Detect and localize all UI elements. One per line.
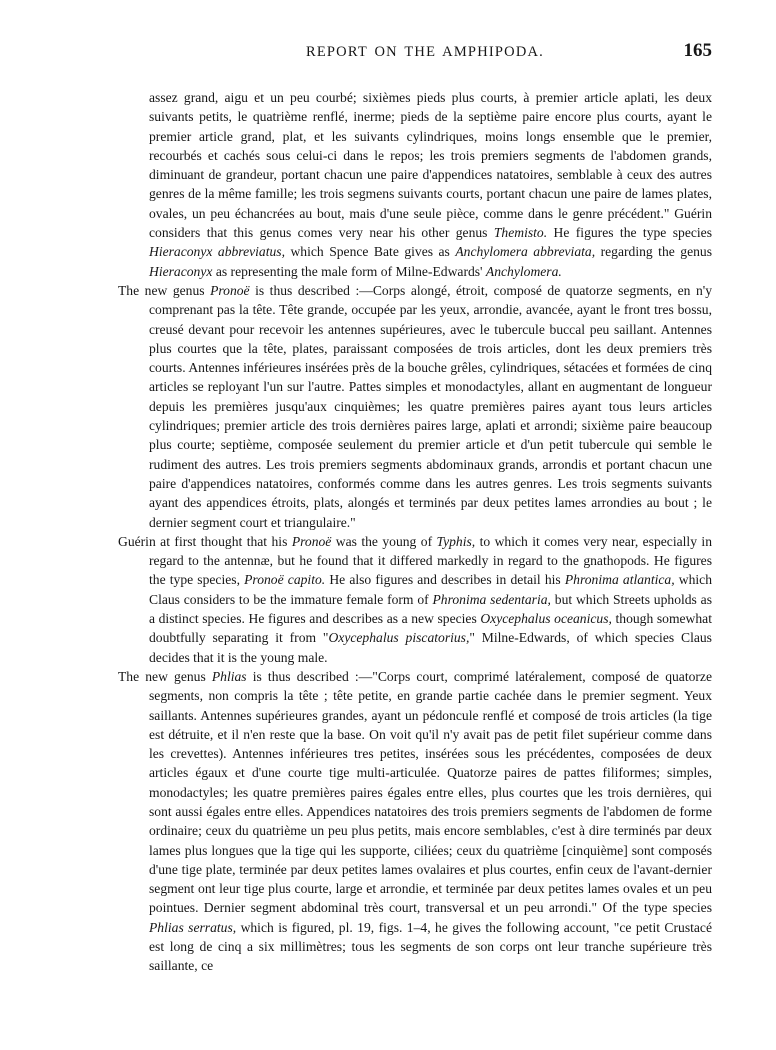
body-text [118,88,712,976]
taxon-name: Pronoë capito. [244,572,326,588]
text-run: The new genus [118,668,212,684]
text-run: is thus described :—"Corps court, comprimé latéralement, composé de quatorze segments, non compris la tête ; tête petite, en grande partie cachée dans le premier segment. Yeux saillants. Antennes supérieures grandes, ayant un pédoncule renflé et composé de trois articles (la tige est détruite, et il n'en reste que la base. On voit qu'il n'y avait pas de petit filet supérieur comme dans les crevettes). Antennes inférieures tres petites, insérées sous les précédentes, composées de deux articles égaux et d'une courte tige multi-articulée. Quatorze paires de pattes filiformes; simples, monodactyles; les quatre premières paires égales entre elles, plus courtes que les trois dernières, qui sont aussi égales entre elles. Appendices natatoires des trois premiers segments de l'abdomen de forme ordinaire; ceux du quatrième un peu plus petits, mais encore semblables, c'est à dire terminés par deux lames plus longues que la tige qui les supporte, ciliées; ceux du quatrième [cinquième] sont composés d'une tige plate, terminée par deux petites lames ovalaires et plus courtes, enfin ceux de l'avant-dernier segment ont leur tige plus courte, large et arrondie, et terminée par deux petites lames ovales et un peu pointues. Dernier segment abdominal très court, transversal et un peu arrondi." Of the type species [149,668,712,916]
text-run: assez grand, aigu et un peu courbé; sixièmes pieds plus courts, à premier article aplati, les deux suivants petits, le quatrième renflé, inerme; pieds de la septième paire encore plus courts, ayant le premier article grand, plat, et les suivants cylindriques, moins longs ensemble que le premier, recourbés et cachés sous celui-ci dans le repos; les trois premiers segments de l'abdomen grands, diminuant de grandeur, portant chacun une paire d'appendices natatoires, semblable à ceux des autres genres de la même famille; les trois segmens suivants courts, portant chacun une paire de lames plates, ovales, un peu échancrées au bout, mais d'une seule pièce, comme dans le genre précédent." Guérin considers that this genus comes very near his other genus [149,90,712,241]
taxon-name: Phlias serratus, [149,919,237,935]
taxon-name: Oxycephalus piscatorius, [328,630,470,646]
page-number: 165 [683,40,712,61]
text-run: He figures the type species [547,225,712,241]
taxon-name: Pronoë [291,533,332,549]
text-run: though somewhat doubtfully separating it from " [149,611,712,646]
taxon-name: Themisto. [493,225,548,241]
taxon-name: Hieraconyx [149,263,213,279]
text-run: is thus described :—Corps alongé, étroit, composé de quatorze segments, en n'y comprenant pas la tête. Tête grande, occupée par les yeux, arrondie, avancée, ayant le front tres bossu, creusé devant pour recevoir les antennes supérieures, avec le tubercule buccal peu saillant. Antennes plus courtes que la tête, plates, paraissant composées de trois articles, dont les deux premiers très courts. Antennes inférieures insérées près de la bouche grêles, cylindriques, sétacées et formées de cinq articles se reployant l'un sur l'autre. Pattes simples et monodactyles, allant en augmentant de longueur depuis les premières jusqu'aux cinquièmes; les quatre premières paires ayant tous leurs articles cylindriques; premier article des trois dernières paires large, aplati et arrondi; sixième paire beaucoup plus courte; septième, composée seulement du premier article et d'un petit tubercule qui semble le rudiment des autres. Les trois premiers segments abdominaux grands, arrondis et portant chacun une paire d'appendices natatoires, conformés comme dans les autres genres. Les trois segments suivants ayant des appendices étroits, plats, alongés et terminés par deux petites lames arrondies au bout ; le dernier segment court et triangulaire." [149,282,712,530]
text-run: was the young of [331,533,437,549]
taxon-name: Anchylomera abbreviata, [455,244,596,260]
text-run: which is figured, pl. 19, figs. 1–4, he gives the following account, "ce petit Crustacé est long de cinq a six millimètres; tous les segments de son corps ont leur tranche supérieure très saillante, ce [149,919,712,974]
paragraph-4 [118,667,712,976]
taxon-name: Oxycephalus oceanicus, [480,611,612,627]
text-run: but which Streets upholds as a distinct species. He figures and describes as a new species [149,591,712,627]
paragraph-3 [118,532,712,667]
text-run: He also figures and describes in detail his [325,572,565,588]
text-run: to which it comes very near, especially in regard to the antennæ, but he found that it differed markedly in regard to the gnathopods. He figures the type species, [149,533,712,588]
text-run: as representing the male form of Milne-Edwards' [212,263,486,279]
text-run: which Spence Bate gives as [284,244,456,260]
taxon-name: Phronima atlantica, [564,572,675,588]
running-title: REPORT ON THE AMPHIPODA. [305,44,545,60]
taxon-name: Pronoë [210,282,250,298]
taxon-name: Hieraconyx abbreviatus, [149,244,285,260]
text-run: " Milne-Edwards, of which species Claus decides that it is the young male. [149,630,712,665]
taxon-name: Phlias [211,668,247,684]
taxon-name: Anchylomera. [485,263,562,279]
taxon-name: Typhis, [436,533,476,549]
text-run: regarding the genus [595,244,712,260]
text-run: which Claus considers to be the immature female form of [149,572,712,607]
text-run: The new genus [118,282,211,298]
paragraph-2 [118,281,712,532]
page-header [118,40,712,74]
text-run: Guérin at first thought that his [118,533,292,549]
taxon-name: Phronima sedentaria, [432,591,551,607]
paragraph-1 [118,88,712,281]
